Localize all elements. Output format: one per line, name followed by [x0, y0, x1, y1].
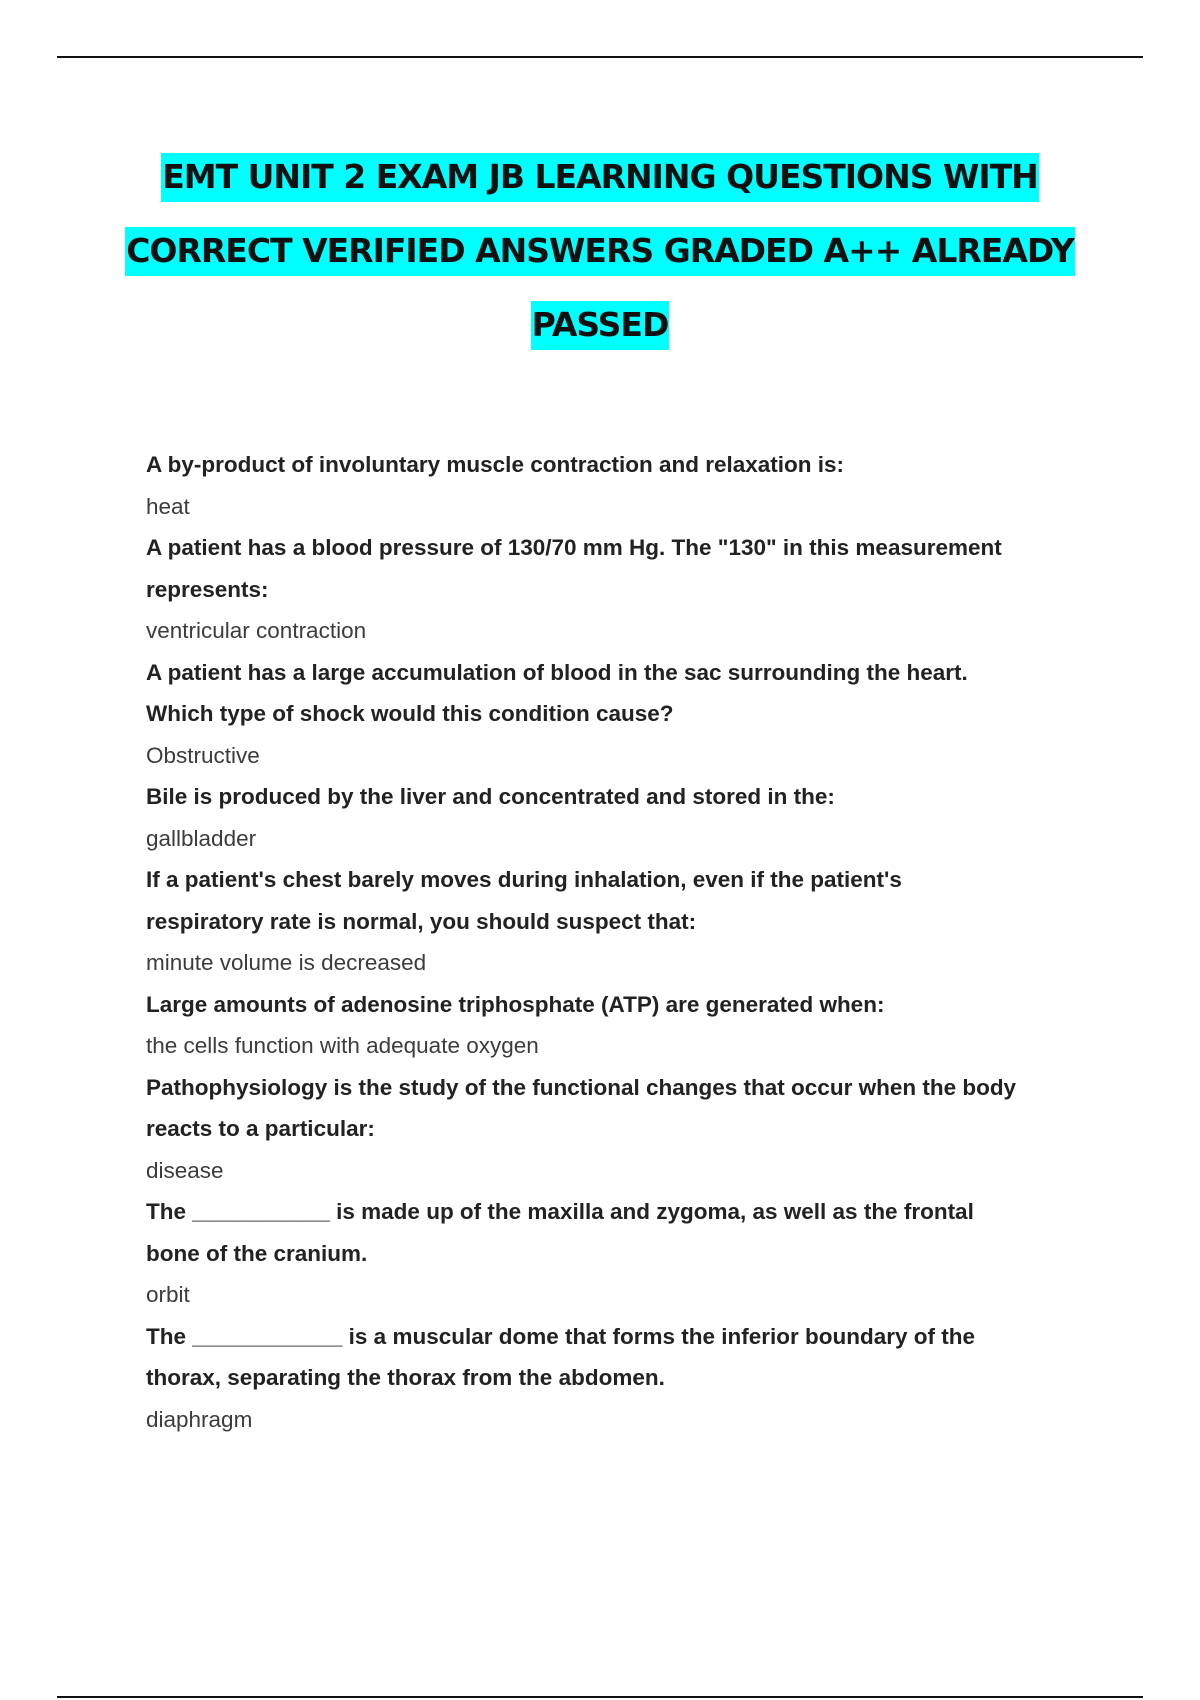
question-line: Large amounts of adenosine triphosphate (ATP) are generated when:	[146, 991, 885, 1017]
question-line: bone of the cranium.	[146, 1240, 368, 1266]
question-line: respiratory rate is normal, you should suspect that:	[146, 908, 697, 934]
question-line: A patient has a blood pressure of 130/70 mm Hg. The "130" in this measurement	[146, 535, 1002, 560]
document-title	[0, 140, 1200, 362]
question-line: thorax, separating the thorax from the abdomen.	[146, 1365, 665, 1390]
answer: disease	[146, 1157, 224, 1183]
question	[146, 1191, 1096, 1274]
question-line: Bile is produced by the liver and concentrated and stored in the:	[146, 784, 835, 809]
question	[146, 1067, 1096, 1150]
question	[146, 859, 1096, 942]
answer: minute volume is decreased	[146, 950, 427, 975]
question	[146, 444, 1096, 486]
bottom-rule	[57, 1696, 1143, 1698]
question-line: represents:	[146, 576, 269, 602]
answer: the cells function with adequate oxygen	[146, 1033, 539, 1058]
question-answer-list	[146, 444, 1096, 1440]
question-line: A patient has a large accumulation of blood in the sac surrounding the heart.	[146, 659, 968, 685]
title-line	[0, 288, 1200, 362]
question-line: If a patient's chest barely moves during inhalation, even if the patient's	[146, 867, 902, 892]
question-line: Which type of shock would this condition cause?	[146, 701, 674, 726]
title-line-text: PASSED	[531, 301, 670, 350]
question	[146, 652, 1096, 735]
title-line-text: CORRECT VERIFIED ANSWERS GRADED A++ ALREADY	[125, 227, 1075, 276]
question	[146, 776, 1096, 818]
answer: heat	[146, 493, 190, 519]
question	[146, 984, 1096, 1026]
title-line-text: EMT UNIT 2 EXAM JB LEARNING QUESTIONS WITH	[161, 153, 1039, 202]
question-line: A by-product of involuntary muscle contraction and relaxation is:	[146, 452, 845, 477]
title-line	[0, 214, 1200, 288]
answer: diaphragm	[146, 1406, 253, 1432]
question	[146, 1316, 1096, 1399]
answer: ventricular contraction	[146, 618, 367, 643]
question-line: reacts to a particular:	[146, 1116, 375, 1141]
answer: orbit	[146, 1282, 190, 1307]
answer: Obstructive	[146, 742, 260, 768]
title-line	[0, 140, 1200, 214]
question-line: The ____________ is a muscular dome that forms the inferior boundary of the	[146, 1323, 976, 1349]
question-line: The ___________ is made up of the maxilla and zygoma, as well as the frontal	[146, 1199, 974, 1224]
question-line: Pathophysiology is the study of the functional changes that occur when the body	[146, 1074, 1017, 1100]
question	[146, 527, 1096, 610]
answer: gallbladder	[146, 825, 257, 851]
top-rule	[57, 56, 1143, 58]
